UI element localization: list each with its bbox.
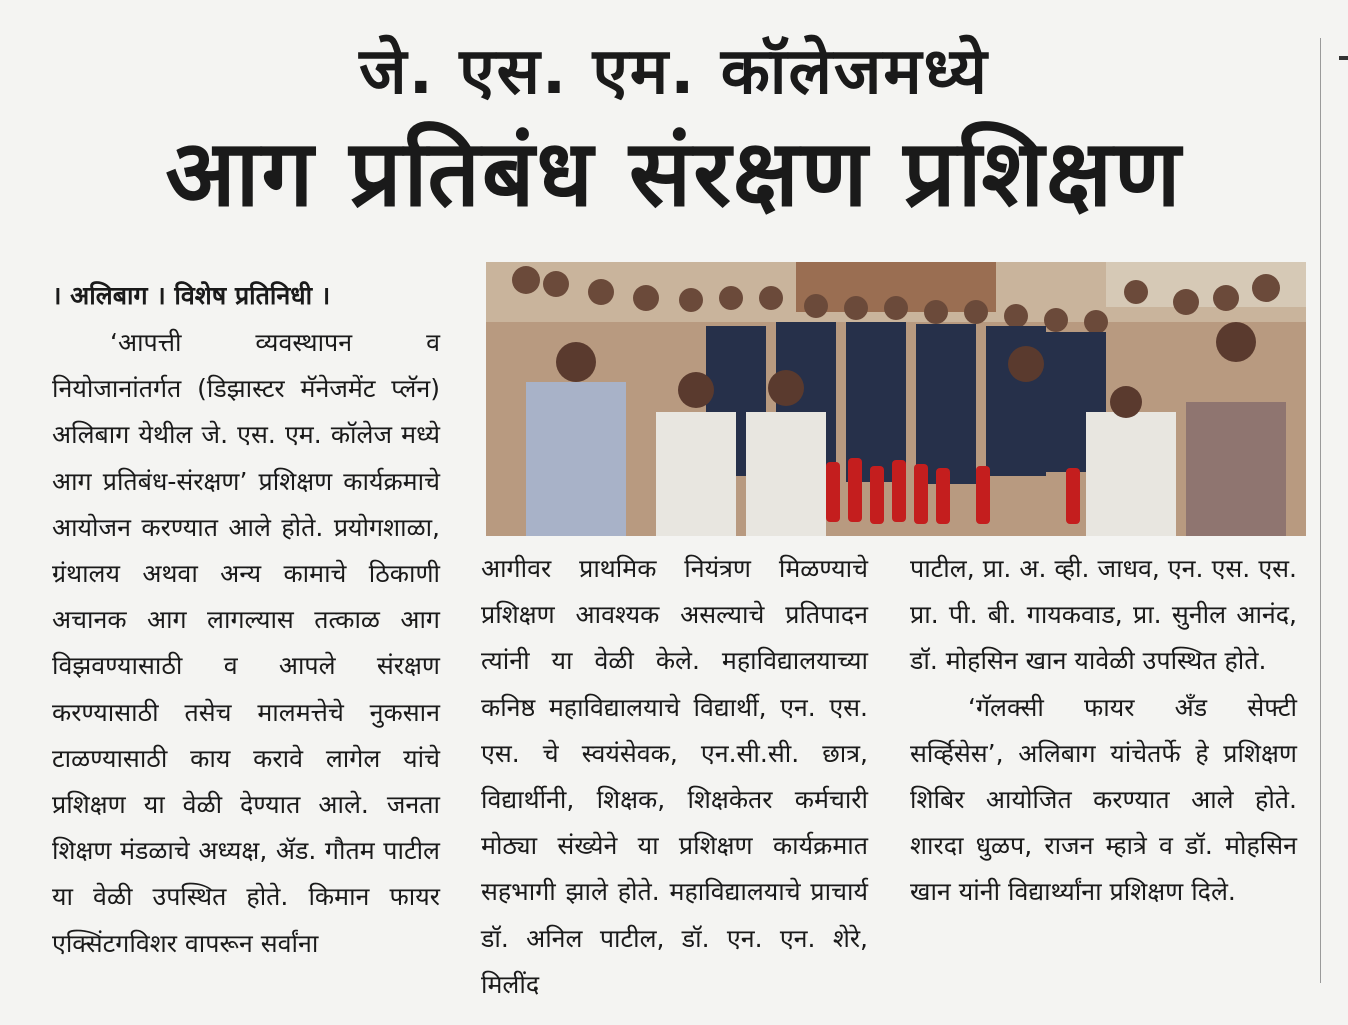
headline-line-2: आग प्रतिबंध संरक्षण प्रशिक्षण bbox=[165, 120, 1183, 227]
dateline: । अलिबाग । विशेष प्रतिनिधी । bbox=[52, 281, 331, 310]
headline-line-1: जे. एस. एम. कॉलेजमध्ये bbox=[359, 35, 989, 109]
column-3-paragraph-2: ‘गॅलक्सी फायर अँड सेफ्टी सर्व्हिसेस’, अलिबाग यांचेतर्फे हे प्रशिक्षण शिबिर आयोजित करण्यात आले होते. शारदा धुळप, राजन म्हात्रे व डॉ. मोहसिन खान यांनी विद्यार्थ्यांना प्रशिक्षण दिले. bbox=[910, 692, 1297, 907]
group-photo bbox=[486, 262, 1306, 536]
group-photo-icon bbox=[486, 262, 1306, 536]
column-1-paragraph: ‘आपत्ती व्यवस्थापन व नियोजानांतर्गत (डिझास्टर मॅनेजमेंट प्लॅन) अलिबाग येथील जे. एस. एम. कॉलेज मध्ये आग प्रतिबंध-संरक्षण’ प्रशिक्षण कार्यक्रमाचे आयोजन करण्यात आले होते. प्रयोगशाळा, ग्रंथालय अथवा अन्य कामाचे ठिकाणी अचानक आग लागल्यास तत्काळ आग विझवण्यासाठी व आपले संरक्षण करण्यासाठी तसेच मालमत्तेचे नुकसान टाळण्यासाठी काय करावे लागेल यांचे प्रशिक्षण या वेळी देण्यात आले. जनता शिक्षण मंडळाचे अध्यक्ष, ॲड. गौतम पाटील या वेळी उपस्थित होते. किमान फायर एक्सिंटगविशर वापरून सर्वांना bbox=[52, 328, 440, 958]
article-column-3 bbox=[910, 546, 1297, 916]
column-3-paragraph-1: पाटील, प्रा. अ. व्ही. जाधव, एन. एस. एस. प्रा. पी. बी. गायकवाड, प्रा. सुनील आनंद, डॉ. मोहसिन खान यावेळी उपस्थित होते. bbox=[910, 554, 1297, 676]
article-column-2 bbox=[481, 546, 868, 1008]
article-column-1 bbox=[52, 320, 440, 967]
column-2-paragraph: आगीवर प्राथमिक नियंत्रण मिळण्याचे प्रशिक्षण आवश्यक असल्याचे प्रतिपादन त्यांनी या वेळी केले. महाविद्यालयाच्या कनिष्ठ महाविद्यालयाचे विद्यार्थी, एन. एस. एस. चे स्वयंसेवक, एन.सी.सी. छात्र, विद्यार्थीनी, शिक्षक, शिक्षकेतर कर्मचारी मोठ्या संख्येने या प्रशिक्षण कार्यक्रमात सहभागी झाले होते. महाविद्यालयाचे प्राचार्य डॉ. अनिल पाटील, डॉ. एन. एन. शेरे, मिलींद bbox=[481, 554, 868, 999]
